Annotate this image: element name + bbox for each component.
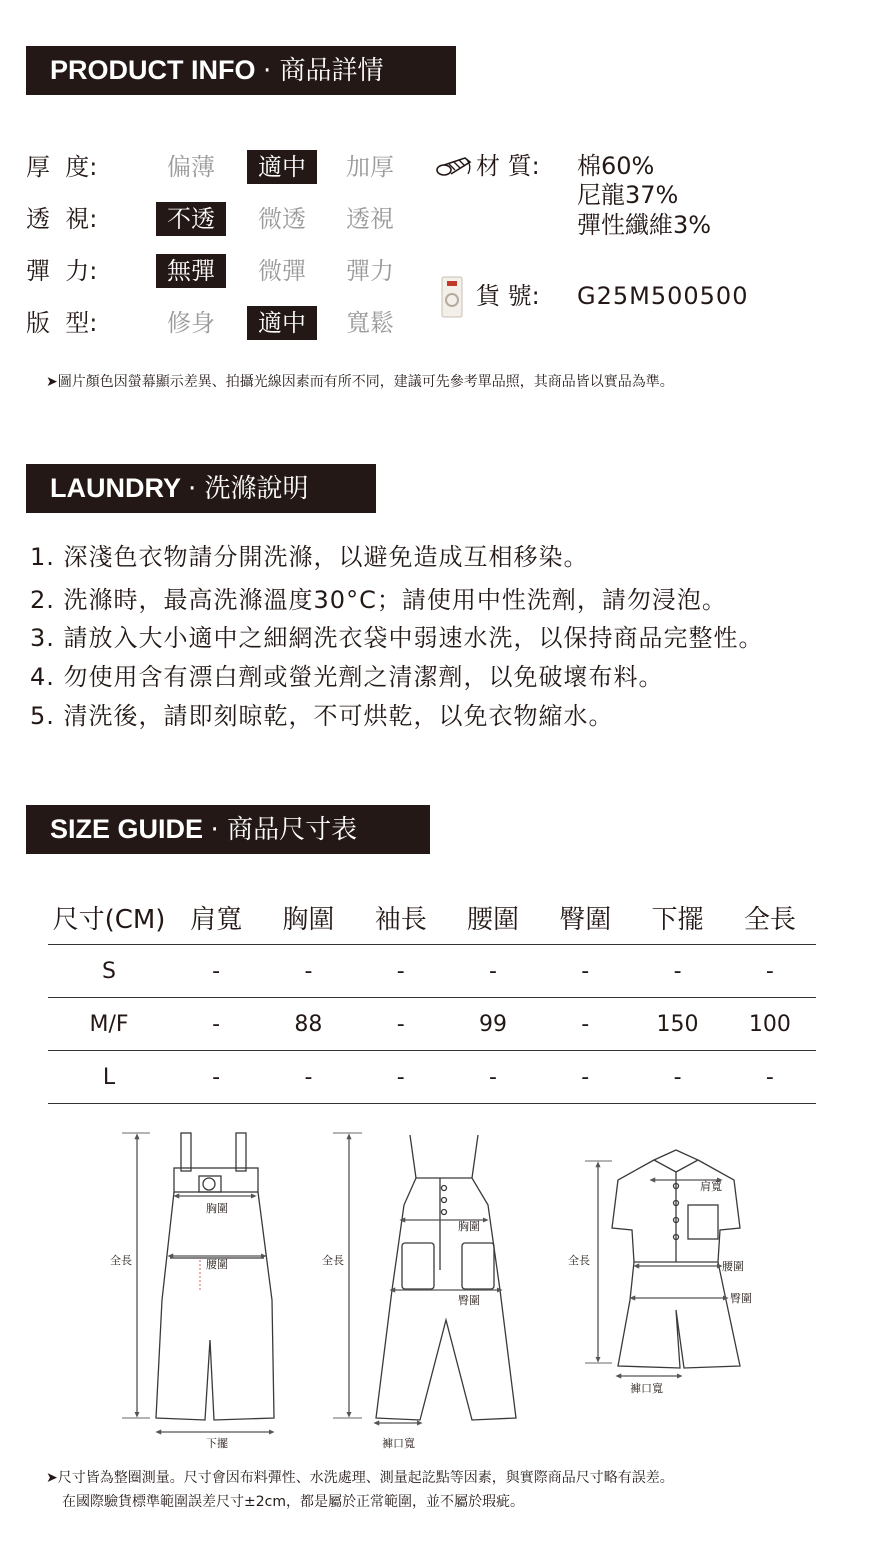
attribute-option: 修身 <box>167 309 215 337</box>
size-cell: L <box>48 1051 170 1104</box>
table-cell: - <box>447 945 539 998</box>
table-cell: - <box>262 1051 354 1104</box>
size-table <box>48 890 816 1104</box>
material-line-1: 棉60% <box>577 152 655 180</box>
attribute-label: 版 型: <box>26 309 98 337</box>
material-line-3: 彈性纖維3% <box>577 211 712 239</box>
attribute-option: 透視 <box>346 205 394 233</box>
product-info-title-en: PRODUCT INFO <box>50 55 256 85</box>
laundry-item-3: 3. 請放入大小適中之細網洗衣袋中弱速水洗，以保持商品完整性。 <box>30 624 764 652</box>
laundry-item-4: 4. 勿使用含有漂白劑或螢光劑之清潔劑，以免破壞布料。 <box>30 663 664 691</box>
header-cell: 臀圍 <box>539 890 631 945</box>
measurement-diagrams <box>0 1120 875 1460</box>
diagram3-hip-label: 臀圍 <box>730 1292 752 1305</box>
attribute-option-selected: 適中 <box>247 306 317 340</box>
attribute-option-selected: 不透 <box>156 202 226 236</box>
header-cell: 下擺 <box>631 890 723 945</box>
attribute-label: 彈 力: <box>26 257 98 285</box>
header-cell: 腰圍 <box>447 890 539 945</box>
diagram2-full-length-label: 全長 <box>322 1254 344 1267</box>
attribute-option: 寬鬆 <box>346 309 394 337</box>
diagram3-full-length-label: 全長 <box>568 1254 590 1267</box>
size-note-line-2: 在國際驗貨標準範圍誤差尺寸±2cm，都是屬於正常範圍，並不屬於瑕疵。 <box>62 1494 524 1510</box>
sku-value: G25M500500 <box>577 282 749 310</box>
diagram1-hem-label: 下擺 <box>206 1437 228 1450</box>
header-cell: 全長 <box>724 890 816 945</box>
size-cell: M/F <box>48 998 170 1051</box>
diagram2-chest-label: 胸圍 <box>458 1220 480 1233</box>
table-cell: - <box>355 945 447 998</box>
diagram3-waist-label: 腰圍 <box>722 1260 744 1273</box>
table-cell: 88 <box>262 998 354 1051</box>
size-guide-title-zh: · 商品尺寸表 <box>210 815 358 845</box>
attribute-option: 微彈 <box>258 257 306 285</box>
table-cell: - <box>539 998 631 1051</box>
header-cell: 胸圍 <box>262 890 354 945</box>
laundry-item-2: 2. 洗滌時，最高洗滌溫度30°C；請使用中性洗劑，請勿浸泡。 <box>30 586 727 614</box>
attribute-option: 彈力 <box>346 257 394 285</box>
header-cell: 尺寸(CM) <box>48 890 170 945</box>
size-guide-title-en: SIZE GUIDE <box>50 814 204 844</box>
table-cell: - <box>631 945 723 998</box>
table-cell: - <box>262 945 354 998</box>
table-row <box>48 945 816 998</box>
attribute-label: 透 視: <box>26 205 98 233</box>
attribute-option: 偏薄 <box>167 153 215 181</box>
table-cell: 99 <box>447 998 539 1051</box>
table-cell: - <box>170 1051 262 1104</box>
table-cell: - <box>631 1051 723 1104</box>
attribute-option: 加厚 <box>346 153 394 181</box>
size-table-header <box>48 890 816 945</box>
table-row <box>48 1051 816 1104</box>
diagram1-full-length-label: 全長 <box>110 1254 132 1267</box>
diagram1-chest-label: 胸圍 <box>206 1202 228 1215</box>
diagram1-waist-label: 腰圍 <box>206 1258 228 1271</box>
table-cell: - <box>539 945 631 998</box>
laundry-banner <box>26 464 376 513</box>
attribute-option: 微透 <box>258 205 306 233</box>
table-cell: - <box>170 945 262 998</box>
attribute-option-selected: 適中 <box>247 150 317 184</box>
table-cell: - <box>170 998 262 1051</box>
material-line-2: 尼龍37% <box>577 181 679 209</box>
product-info-title-zh: · 商品詳情 <box>263 56 384 86</box>
laundry-item-1: 1. 深淺色衣物請分開洗滌，以避免造成互相移染。 <box>30 543 589 571</box>
material-label: 材 質: <box>476 152 540 180</box>
diagram3-shoulder-label: 肩寬 <box>700 1180 722 1193</box>
diagram3-leg-opening-label: 褲口寬 <box>630 1382 663 1395</box>
table-cell: - <box>724 1051 816 1104</box>
tapered-overall-diagram <box>333 1133 516 1423</box>
sku-label: 貨 號: <box>476 282 540 310</box>
laundry-title-en: LAUNDRY <box>50 473 181 503</box>
wide-leg-overall-diagram <box>122 1133 274 1432</box>
thread-icon <box>434 152 474 186</box>
diagram2-hip-label: 臀圍 <box>458 1294 480 1307</box>
table-cell: - <box>355 998 447 1051</box>
table-cell: - <box>355 1051 447 1104</box>
table-cell: - <box>447 1051 539 1104</box>
tag-icon <box>440 276 466 324</box>
laundry-title-zh: · 洗滌說明 <box>188 474 309 504</box>
table-cell: 100 <box>724 998 816 1051</box>
diagram2-leg-opening-label: 褲口寬 <box>382 1437 415 1450</box>
size-guide-banner <box>26 805 430 854</box>
table-cell: - <box>539 1051 631 1104</box>
size-note-line-1: ➤尺寸皆為整圈測量。尺寸會因布料彈性、水洗處理、測量起訖點等因素，與實際商品尺寸略有誤差。 <box>46 1470 674 1486</box>
attribute-option-selected: 無彈 <box>156 254 226 288</box>
laundry-item-5: 5. 清洗後，請即刻晾乾，不可烘乾，以免衣物縮水。 <box>30 702 614 730</box>
header-cell: 袖長 <box>355 890 447 945</box>
product-info-note: ➤圖片顏色因螢幕顯示差異、拍攝光線因素而有所不同，建議可先參考單品照，其商品皆以實品為準。 <box>46 374 674 390</box>
table-cell: 150 <box>631 998 723 1051</box>
attribute-label: 厚 度: <box>26 153 98 181</box>
size-cell: S <box>48 945 170 998</box>
product-info-banner <box>26 46 456 95</box>
header-cell: 肩寬 <box>170 890 262 945</box>
table-row <box>48 998 816 1051</box>
table-cell: - <box>724 945 816 998</box>
